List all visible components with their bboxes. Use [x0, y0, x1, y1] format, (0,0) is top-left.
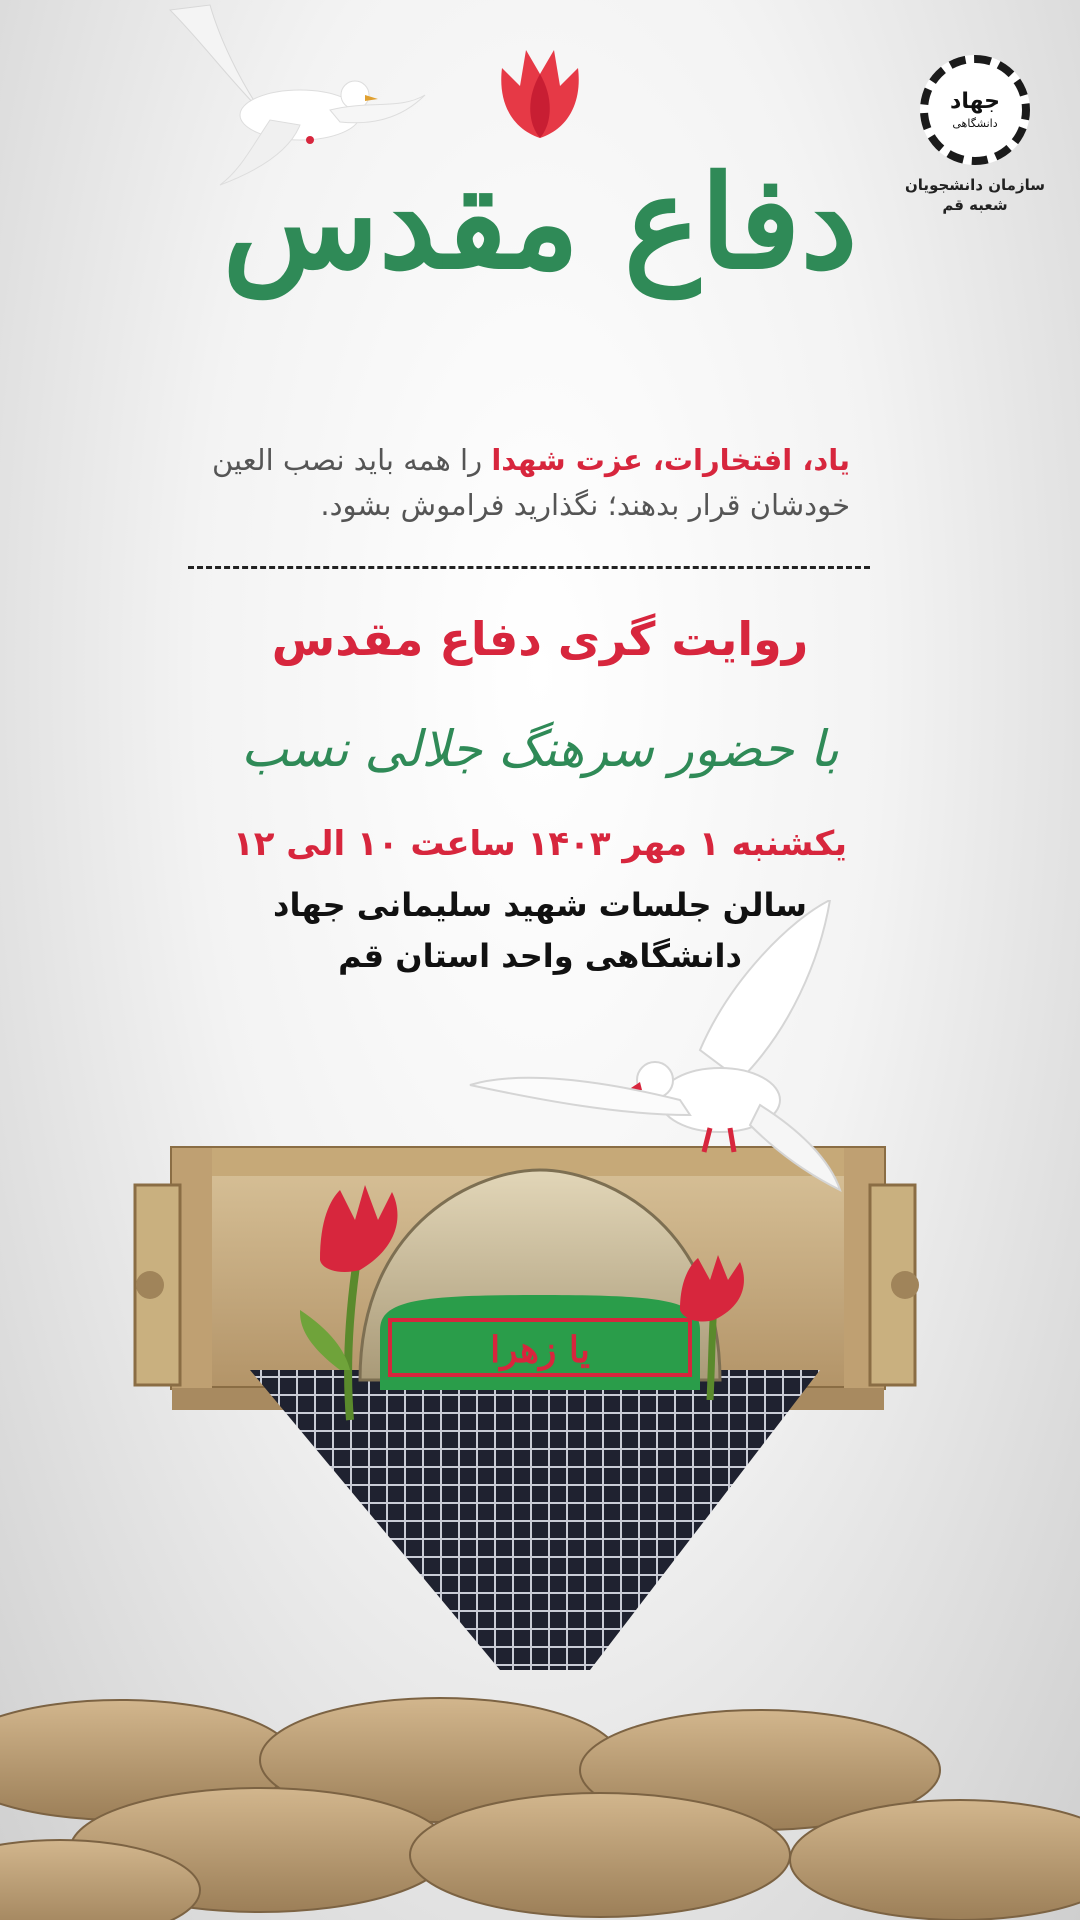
logo-title: جهاد [950, 88, 1000, 114]
venue-line1: سالن جلسات شهید سلیمانی جهاد [273, 886, 807, 924]
dashed-divider [188, 566, 870, 569]
page-title: دفاع مقدس [222, 148, 858, 298]
event-guest: با حضور سرهنگ جلالی نسب [241, 720, 839, 778]
quote-highlight: یاد، افتخارات، عزت شهدا [491, 443, 850, 477]
logo-subtitle: دانشگاهی [952, 116, 998, 130]
quote-line1 [190, 438, 850, 483]
checkered-scarf [250, 1370, 820, 1670]
jihad-logo [900, 55, 1050, 216]
logo-caption-line2: شعبه قم [942, 196, 1008, 215]
quote-text [190, 438, 850, 528]
event-title: روایت گری دفاع مقدس [271, 612, 809, 666]
event-datetime: یکشنبه ۱ مهر ۱۴۰۳ ساعت ۱۰ الی ۱۲ [232, 824, 848, 864]
quote-line2: خودشان قرار بدهند؛ نگذارید فراموش بشود. [320, 487, 850, 522]
logo-emblem [920, 55, 1030, 165]
memorial-artwork [0, 900, 1080, 1920]
tulip-top-icon [480, 28, 600, 148]
quote-line1-rest: را همه باید نصب العین [211, 443, 492, 477]
venue-line2: دانشگاهی واحد استان قم [338, 937, 742, 976]
logo-caption-line1: سازمان دانشجویان [905, 176, 1045, 194]
headband-text: یا زهرا [490, 1329, 590, 1371]
sandbags [0, 1698, 1080, 1920]
logo-caption [900, 175, 1050, 216]
